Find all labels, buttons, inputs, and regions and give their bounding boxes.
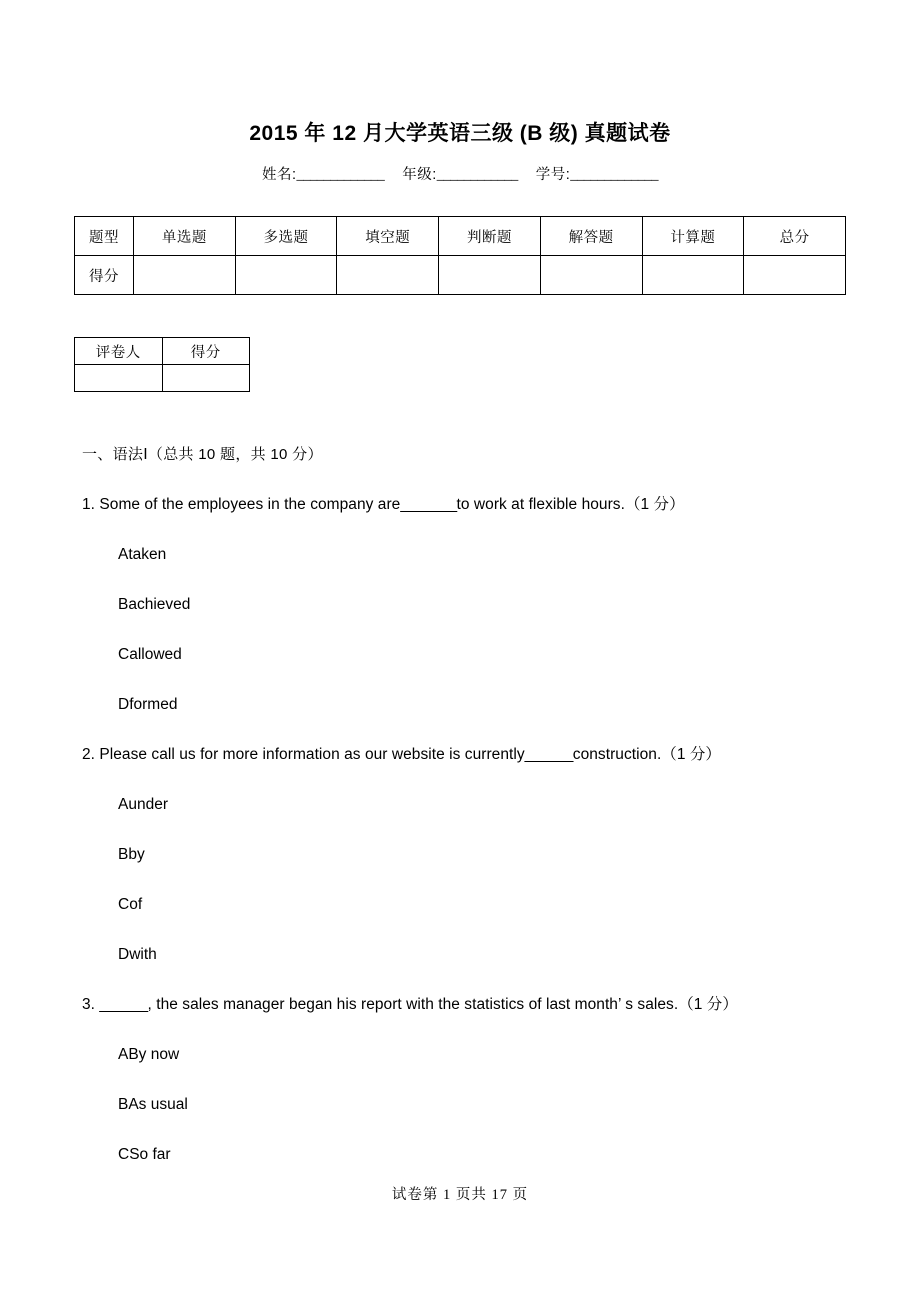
question-2-option-a[interactable]: Aunder <box>118 796 168 813</box>
table-row-headers <box>75 338 250 365</box>
score-value-cell[interactable] <box>642 256 744 295</box>
question-1-option-d[interactable]: Dformed <box>118 696 178 713</box>
question-1-blank: _______ <box>400 496 457 513</box>
question-1 <box>0 494 920 716</box>
question-2-stem: 2. Please call us for more information as our website is currently <box>82 746 525 763</box>
score-value-cell[interactable] <box>540 256 642 295</box>
page-footer: 试卷第 1 页共 17 页 <box>391 1187 529 1203</box>
question-2-blank: ______ <box>524 746 573 763</box>
exam-content <box>0 444 920 1166</box>
score-header-cell: 单选题 <box>134 217 236 256</box>
score-summary-table <box>74 216 846 295</box>
table-row-headers <box>75 217 846 256</box>
question-1-stem: 1. Some of the employees in the company are <box>82 496 401 513</box>
score-header-cell: 题型 <box>75 217 134 256</box>
question-1-option-c[interactable]: Callowed <box>118 646 182 663</box>
question-3-option-b[interactable]: BAs usual <box>118 1096 188 1113</box>
grader-table <box>74 337 250 392</box>
question-2-option-c[interactable]: Cof <box>118 896 143 913</box>
score-value-cell[interactable] <box>235 256 337 295</box>
score-header-cell: 多选题 <box>235 217 337 256</box>
grade-blank: ____________ <box>436 167 518 183</box>
score-header-cell: 填空题 <box>337 217 439 256</box>
table-row <box>75 365 250 392</box>
question-1-text <box>82 494 920 516</box>
question-3-option-c[interactable]: CSo far <box>118 1146 171 1163</box>
grade-field <box>402 163 518 184</box>
question-3 <box>0 994 920 1166</box>
score-value-cell[interactable] <box>744 256 846 295</box>
student-id-field <box>536 163 658 184</box>
identity-line <box>0 163 920 184</box>
question-3-stem: 3. <box>82 996 96 1013</box>
student-id-label: 学号: <box>535 167 571 183</box>
question-3-text <box>82 994 920 1016</box>
question-3-stem-after: , the sales manager began his report with the statistics of last month’ s sales.（1 分） <box>147 996 738 1013</box>
student-id-blank: _____________ <box>570 167 659 183</box>
section-heading-grammar-1: 一、语法Ⅰ（总共 10 题，共 10 分） <box>82 446 323 463</box>
name-blank: _____________ <box>296 167 385 183</box>
score-header-cell: 总分 <box>744 217 846 256</box>
grader-header-cell: 得分 <box>162 338 250 365</box>
grade-label: 年级: <box>402 167 437 183</box>
question-1-option-a[interactable]: Ataken <box>118 546 167 563</box>
score-value-cell[interactable] <box>337 256 439 295</box>
score-header-cell: 判断题 <box>439 217 541 256</box>
name-field <box>262 163 384 184</box>
score-row-label: 得分 <box>75 256 134 295</box>
score-value-cell[interactable] <box>439 256 541 295</box>
question-3-blank: ______ <box>99 996 148 1013</box>
question-2-option-b[interactable]: Bby <box>118 846 145 863</box>
score-header-cell: 解答题 <box>540 217 642 256</box>
question-2-stem-after: construction.（1 分） <box>572 746 721 763</box>
page-title: 2015 年 12 月大学英语三级 (B 级) 真题试卷 <box>249 122 671 145</box>
name-label: 姓名: <box>261 167 297 183</box>
question-2-option-d[interactable]: Dwith <box>118 946 157 963</box>
score-value-cell[interactable] <box>134 256 236 295</box>
question-2-text <box>82 744 920 766</box>
question-1-stem-after: to work at flexible hours.（1 分） <box>456 496 685 513</box>
question-1-option-b[interactable]: Bachieved <box>118 596 191 613</box>
table-row <box>75 256 846 295</box>
question-3-option-a[interactable]: ABy now <box>118 1046 180 1063</box>
score-header-cell: 计算题 <box>642 217 744 256</box>
grader-value-cell[interactable] <box>162 365 250 392</box>
grader-header-cell: 评卷人 <box>75 338 163 365</box>
question-2 <box>0 744 920 966</box>
grader-value-cell[interactable] <box>75 365 163 392</box>
